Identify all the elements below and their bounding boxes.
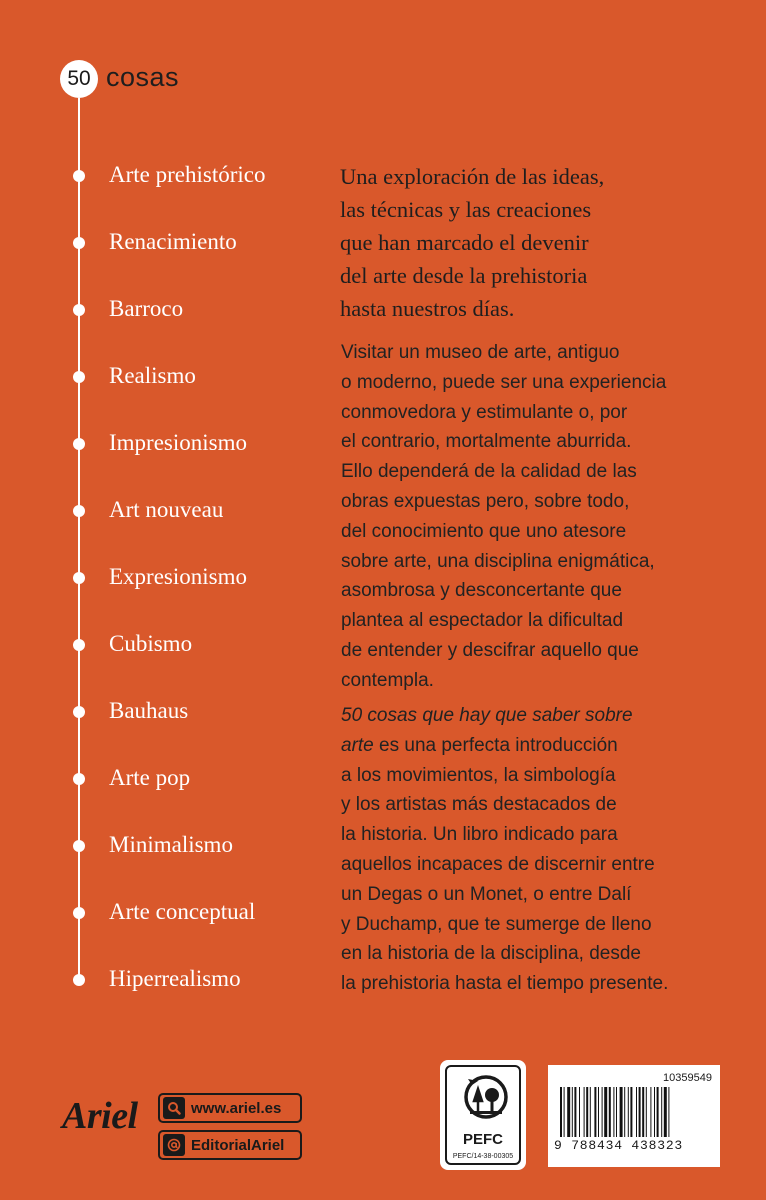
intro-line: las técnicas y las creaciones: [340, 197, 592, 222]
barcode-bar: [636, 1087, 637, 1137]
barcode-bar: [579, 1087, 580, 1137]
paragraph-line: del conocimiento que uno atesore: [341, 520, 627, 542]
tree-logo-icon: [464, 1073, 508, 1125]
publisher-logo: Ariel: [62, 1095, 138, 1137]
topic-item: [0, 698, 320, 728]
paragraph-line: a los movimientos, la simbología: [341, 764, 616, 786]
barcode-bar: [609, 1087, 611, 1137]
paragraph-line: plantea al espectador la dificultad: [341, 610, 624, 632]
intro-line: hasta nuestros días.: [340, 296, 515, 321]
barcode-bar: [584, 1087, 585, 1137]
barcode-bar: [642, 1087, 644, 1137]
barcode-bar: [616, 1087, 617, 1137]
paragraph-line: un Degas o un Monet, o entre Dalí: [341, 883, 632, 905]
intro-line: Una exploración de las ideas,: [340, 164, 605, 189]
paragraph-line: y Duchamp, que te sumerge de lleno: [341, 913, 652, 935]
pefc-label: PEFC: [462, 1131, 503, 1148]
topic-item: [0, 229, 320, 259]
intro-text: [340, 160, 720, 325]
barcode-bar: [639, 1087, 641, 1137]
barcode: [548, 1065, 720, 1167]
paragraph-line: conmovedora y estimulante o, por: [341, 401, 628, 423]
barcode-bar: [654, 1087, 655, 1137]
social-handle-link[interactable]: [158, 1130, 302, 1160]
topic-label: Bauhaus: [109, 698, 189, 723]
barcode-bar: [594, 1087, 596, 1137]
topic-label: Impresionismo: [109, 430, 247, 455]
paragraph-line: aquellos incapaces de discernir entre: [341, 853, 655, 875]
barcode-bar: [613, 1087, 614, 1137]
book-title-italic: arte: [341, 734, 374, 756]
paragraph-line: Visitar un museo de arte, antiguo: [341, 342, 620, 363]
barcode-bar: [646, 1087, 647, 1137]
topic-item: [0, 564, 320, 594]
barcode-bar: [620, 1087, 623, 1137]
barcode-bar: [624, 1087, 625, 1137]
barcode-bar: [572, 1087, 573, 1137]
barcode-bar: [574, 1087, 576, 1137]
barcode-reference: 10359549: [663, 1072, 712, 1084]
book-title-italic: 50 cosas que hay que saber sobre: [341, 705, 633, 726]
pefc-frame: [445, 1065, 521, 1165]
timeline-dot-icon: [73, 505, 85, 517]
barcode-bar: [668, 1087, 669, 1137]
topic-label: Arte conceptual: [109, 899, 256, 924]
timeline-dot-icon: [73, 840, 85, 852]
pefc-certification: [440, 1060, 526, 1170]
topic-item: [0, 162, 320, 192]
barcode-bar: [560, 1087, 562, 1137]
search-icon: [163, 1097, 185, 1119]
paragraph-line: en la historia de la disciplina, desde: [341, 943, 641, 965]
paragraph-text: es una perfecta introducción: [373, 734, 618, 756]
pefc-code: PEFC/14-38-00305: [452, 1153, 514, 1160]
topic-item: [0, 966, 320, 996]
timeline-dot-icon: [73, 371, 85, 383]
timeline-dot-icon: [73, 706, 85, 718]
paragraph-line: asombrosa y desconcertante que: [341, 580, 622, 602]
timeline-dot-icon: [73, 438, 85, 450]
series-word: cosas: [106, 62, 180, 92]
paragraph-line: el contrario, mortalmente aburrida.: [341, 431, 632, 453]
barcode-bar: [586, 1087, 588, 1137]
paragraph-line: la historia. Un libro indicado para: [341, 824, 618, 846]
timeline-dot-icon: [73, 773, 85, 785]
paragraph-line: o moderno, puede ser una experiencia: [341, 371, 667, 393]
barcode-bars-icon: [558, 1087, 710, 1139]
timeline-dot-icon: [73, 170, 85, 182]
paragraph-line: la prehistoria hasta el tiempo presente.: [341, 973, 669, 995]
topic-label: Renacimiento: [109, 229, 237, 254]
timeline-dot-icon: [73, 974, 85, 986]
description-paragraph-2: [341, 701, 721, 999]
barcode-bar: [602, 1087, 603, 1137]
topic-label: Expresionismo: [109, 564, 247, 589]
barcode-bar: [567, 1087, 570, 1137]
timeline-dot-icon: [73, 572, 85, 584]
topic-item: [0, 631, 320, 661]
barcode-bar: [664, 1087, 667, 1137]
description-paragraph-1: [341, 338, 721, 696]
barcode-bar: [661, 1087, 662, 1137]
barcode-bar: [657, 1087, 659, 1137]
website-link[interactable]: [158, 1093, 302, 1123]
paragraph-line: Ello dependerá de la calidad de las: [341, 461, 637, 483]
social-label: EditorialAriel: [191, 1136, 285, 1154]
paragraph-line: sobre arte, una disciplina enigmática,: [341, 550, 655, 572]
series-number-badge: 50: [60, 60, 98, 98]
timeline-dot-icon: [73, 304, 85, 316]
barcode-bar: [598, 1087, 599, 1137]
topic-item: [0, 899, 320, 929]
isbn-digits: 9 788434 438323: [554, 1138, 684, 1153]
topic-label: Arte prehistórico: [109, 162, 266, 187]
topic-item: [0, 832, 320, 862]
topic-label: Cubismo: [109, 631, 193, 656]
topic-item: [0, 430, 320, 460]
topic-item: [0, 497, 320, 527]
barcode-bar: [650, 1087, 651, 1137]
paragraph-line: [341, 731, 721, 761]
intro-line: que han marcado el devenir: [340, 230, 589, 255]
barcode-bar: [630, 1087, 632, 1137]
at-sign-icon: [163, 1134, 185, 1156]
website-label: www.ariel.es: [191, 1099, 282, 1117]
paragraph-line: contempla.: [341, 669, 434, 691]
paragraph-line: obras expuestas pero, sobre todo,: [341, 490, 630, 512]
timeline-dot-icon: [73, 907, 85, 919]
topic-item: [0, 296, 320, 326]
barcode-bar: [590, 1087, 591, 1137]
topic-label: Art nouveau: [109, 497, 224, 522]
timeline-dot-icon: [73, 237, 85, 249]
paragraph-line: y los artistas más destacados de: [341, 794, 617, 816]
topic-label: Realismo: [109, 363, 196, 388]
barcode-bar: [564, 1087, 565, 1137]
topic-item: [0, 363, 320, 393]
topic-label: Barroco: [109, 296, 184, 321]
barcode-bar: [628, 1087, 629, 1137]
timeline-dot-icon: [73, 639, 85, 651]
barcode-bar: [604, 1087, 607, 1137]
paragraph-line: de entender y descifrar aquello que: [341, 639, 639, 661]
topic-label: Arte pop: [109, 765, 191, 790]
topic-label: Minimalismo: [109, 832, 233, 857]
intro-line: del arte desde la prehistoria: [340, 263, 588, 288]
topic-label: Hiperrealismo: [109, 966, 241, 991]
topic-item: [0, 765, 320, 795]
